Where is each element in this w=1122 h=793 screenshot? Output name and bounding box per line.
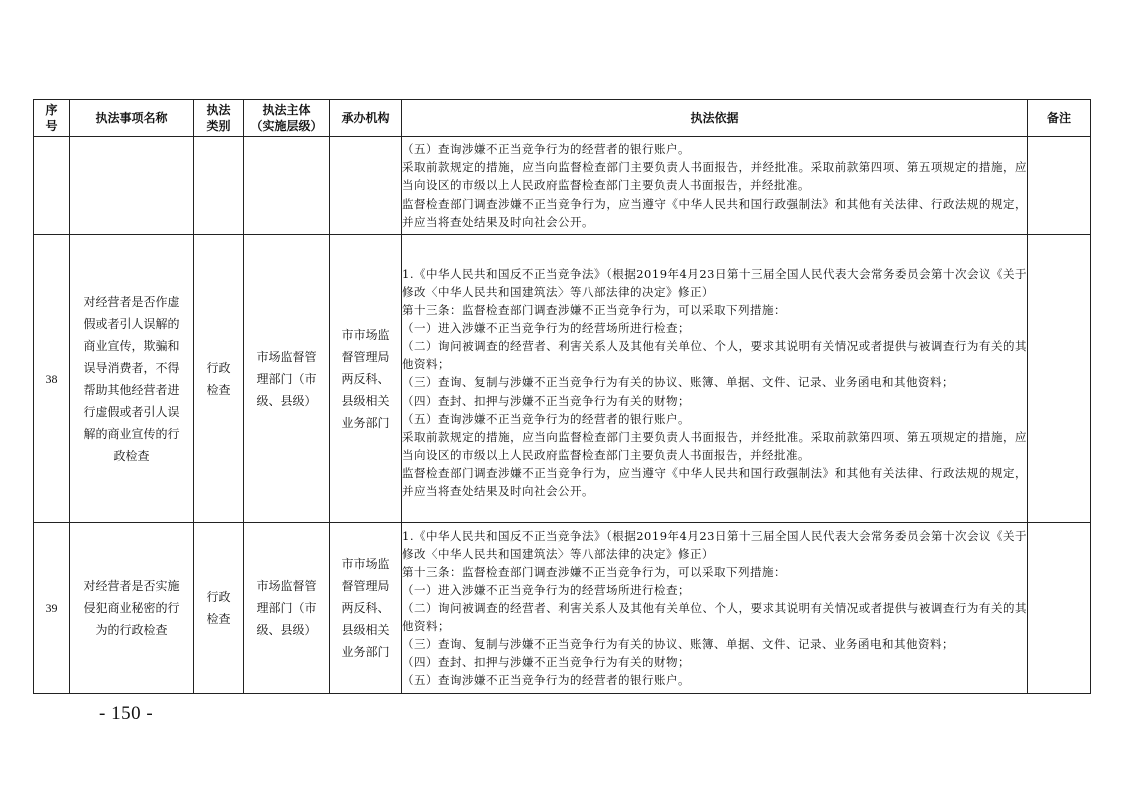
header-remark: 备注 (1028, 100, 1091, 137)
basis-line: （五）查询涉嫌不正当竞争行为的经营者的银行账户。 (402, 673, 690, 688)
basis-line: 第十三条：监督检查部门调查涉嫌不正当竞争行为，可以采取下列措施： (402, 564, 786, 579)
cell-agency: 市市场监 督管理局 两反科、 县级相关 业务部门 (330, 523, 402, 694)
basis-line: （三）查询、复制与涉嫌不正当竞争行为有关的协议、账簿、单据、文件、记录、业务函电和其他资料； (402, 637, 954, 652)
page-number: - 150 - (99, 703, 154, 724)
cell-item-name: 对经营者是否实施 侵犯商业秘密的行 为的行政检查 (70, 523, 194, 694)
header-subject: 执法主体 （实施层级） (244, 100, 330, 137)
cell-subject (244, 137, 330, 235)
cell-seq: 39 (34, 523, 70, 694)
cell-remark (1028, 235, 1091, 523)
cell-basis (402, 235, 1028, 523)
cell-category: 行政 检查 (194, 523, 244, 694)
basis-line: （四）查封、扣押与涉嫌不正当竞争行为有关的财物； (402, 393, 690, 408)
basis-line: （二）询问被调查的经营者、利害关系人及其他有关单位、个人，要求其说明有关情况或者提供与被调查行为有关的其他资料； (402, 600, 1027, 634)
cell-category: 行政 检查 (194, 235, 244, 523)
basis-line: （二）询问被调查的经营者、利害关系人及其他有关单位、个人，要求其说明有关情况或者提供与被调查行为有关的其他资料； (402, 339, 1027, 372)
header-basis: 执法依据 (402, 100, 1028, 137)
basis-line: （三）查询、复制与涉嫌不正当竞争行为有关的协议、账簿、单据、文件、记录、业务函电和其他资料； (402, 375, 954, 390)
basis-line: 监督检查部门调查涉嫌不正当竞争行为，应当遵守《中华人民共和国行政强制法》和其他有关法律、行政法规的规定，并应当将查处结果及时向社会公开。 (402, 196, 1027, 229)
cell-agency (330, 137, 402, 235)
header-row (34, 100, 1091, 137)
table-row (34, 235, 1091, 523)
header-seq: 序 号 (34, 100, 70, 137)
header-agency: 承办机构 (330, 100, 402, 137)
cell-remark (1028, 137, 1091, 235)
cell-seq (34, 137, 70, 235)
cell-seq: 38 (34, 235, 70, 523)
cell-subject: 市场监督管 理部门（市 级、县级） (244, 235, 330, 523)
basis-line: （五）查询涉嫌不正当竞争行为的经营者的银行账户。 (402, 142, 690, 157)
cell-basis (402, 137, 1028, 235)
cell-remark (1028, 523, 1091, 694)
header-item-name: 执法事项名称 (70, 100, 194, 137)
basis-line: （一）进入涉嫌不正当竞争行为的经营场所进行检查； (402, 582, 690, 597)
cell-subject: 市场监督管 理部门（市 级、县级） (244, 523, 330, 694)
law-enforcement-table (33, 99, 1091, 694)
cell-basis (402, 523, 1028, 694)
basis-line: 采取前款规定的措施，应当向监督检查部门主要负责人书面报告，并经批准。采取前款第四项、第五项规定的措施，应当向设区的市级以上人民政府监督检查部门主要负责人书面报告，并经批准。 (402, 429, 1027, 462)
basis-line: （一）进入涉嫌不正当竞争行为的经营场所进行检查； (402, 321, 690, 336)
basis-line: 监督检查部门调查涉嫌不正当竞争行为，应当遵守《中华人民共和国行政强制法》和其他有关法律、行政法规的规定，并应当将查处结果及时向社会公开。 (402, 465, 1027, 499)
basis-line: 1.《中华人民共和国反不正当竞争法》（根据2019年4月23日第十三届全国人民代表大会常务委员会第十次会议《关于修改〈中华人民共和国建筑法〉等八部法律的决定》修正） (402, 528, 1027, 561)
basis-line: （四）查封、扣押与涉嫌不正当竞争行为有关的财物； (402, 655, 690, 670)
header-category: 执法 类别 (194, 100, 244, 137)
cell-agency: 市市场监 督管理局 两反科、 县级相关 业务部门 (330, 235, 402, 523)
cell-item-name: 对经营者是否作虚 假或者引人误解的 商业宣传，欺骗和 误导消费者，不得 帮助其他经营者进 行虚假或者引人误 解的商业宣传的行 政检查 (70, 235, 194, 523)
cell-category (194, 137, 244, 235)
basis-line: 第十三条：监督检查部门调查涉嫌不正当竞争行为，可以采取下列措施： (402, 303, 786, 318)
table-row (34, 523, 1091, 694)
table-row (34, 137, 1091, 235)
basis-line: 1.《中华人民共和国反不正当竞争法》（根据2019年4月23日第十三届全国人民代表大会常务委员会第十次会议《关于修改〈中华人民共和国建筑法〉等八部法律的决定》修正） (402, 266, 1027, 299)
basis-line: （五）查询涉嫌不正当竞争行为的经营者的银行账户。 (402, 411, 690, 426)
basis-line: 采取前款规定的措施，应当向监督检查部门主要负责人书面报告，并经批准。采取前款第四项、第五项规定的措施，应当向设区的市级以上人民政府监督检查部门主要负责人书面报告，并经批准。 (402, 160, 1027, 193)
cell-item-name (70, 137, 194, 235)
